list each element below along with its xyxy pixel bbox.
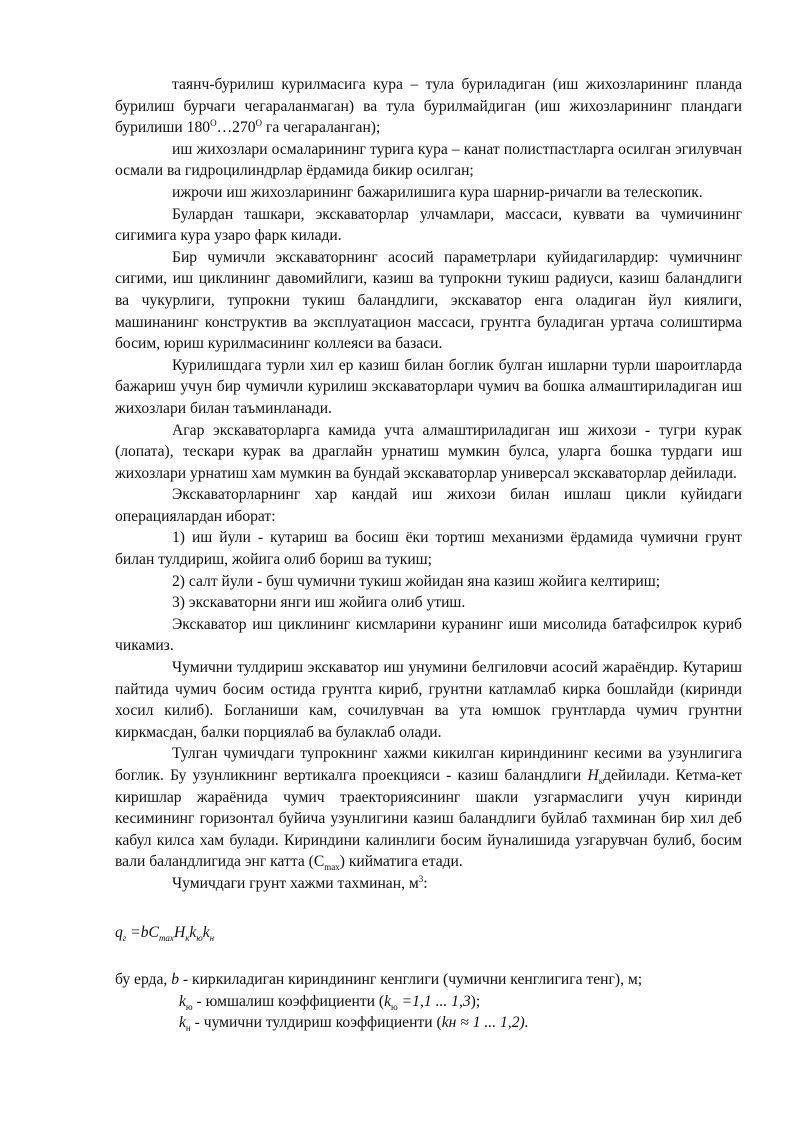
list-item-1: 1) иш йули - кутариш ва босиш ёки тортиш механизми ёрдамида чумични грунт билан тулдириш, жойига олиб бориш ва тукиш; [115, 529, 742, 569]
value: =1,1 ... 1,3 [397, 992, 471, 1010]
symbol: k [179, 1014, 186, 1032]
symbol: q [115, 923, 123, 941]
value: kн ≈ 1 ... 1,2). [441, 1014, 529, 1032]
paragraph-equipment: Курилишдага турли хил ер казиш билан боглик булган ишларни турли шароитларда бажариш учун бир чумичли курилиш экскаваторлари чумич ва бошка алмаштириладиган иш жихозлари билан таъминланади. [115, 356, 742, 417]
paragraph-cycle: Экскаваторларнинг хар кандай иш жихози билан ишлаш цикли куйидаги операциялардан иборат: [115, 486, 742, 525]
symbol: b [171, 971, 179, 989]
symbol: k [202, 923, 210, 941]
formula [115, 922, 742, 944]
text: ); [470, 992, 481, 1010]
sub: ю [185, 1001, 193, 1012]
sub: ю [391, 1001, 398, 1012]
text: - юмшалиш коэффициенти ( [192, 992, 385, 1010]
list-item-2: 2) салт йули - буш чумични тукиш жойидан яна казиш жойига келтириш; [172, 572, 661, 590]
paragraph-ground-volume [115, 873, 742, 895]
degree-sup: O [255, 118, 263, 128]
symbol: = [126, 923, 141, 941]
text: дейилади. Кетма-кет киришлар жараёнида чумич траекториясининг шакли узгармаслиги учун киринди кесимининг горизонтал буйича узунлигини казиш баландлиги буйлаб тахминан бир хил деб кабул килса хам булади. Кириндини калинлиги босим йуналишида узгарувчан булиб, босим вали баландлигида энг катта (С [115, 767, 742, 871]
symbol: k [384, 992, 392, 1010]
text: Тулган чумичдаги тупрокнинг хажми кикилган кириндининг кесими ва узунлигига боглик. Бу узунликнинг вертикалга проекцияси - казиш баландлиги [115, 745, 742, 784]
paragraph-suspension: иш жихозлари осмаларининг турига кура – канат полистпастларга осилган эгилувчан осмали ва гидроцилиндрлар ёрдамида бикир осилган; [115, 140, 742, 180]
sub: н [209, 932, 215, 943]
sub: max [158, 932, 174, 943]
text: ) кийматига етади. [339, 853, 463, 871]
paragraph-filling: Чумични тулдириш экскаватор иш унумини белгиловчи асосий жараёндир. Кутариш пайтида чумич босим остида грунтга кириб, грунтни катламлаб кирка бошлайди (киринди хосил килиб). Богланиши кам, сочилувчан ва ута юмшок грунтларда чумич грунтни киркмасдан, балки порциялаб ва булаклаб олади. [115, 659, 742, 741]
definition-kn [179, 1012, 742, 1034]
definition-kyu [179, 991, 742, 1013]
text: - чумични тулдириш коэффициенти ( [190, 1014, 442, 1032]
sub: г [122, 932, 127, 943]
list-item-3: 3) экскаваторни янги иш жойига олиб утиш. [172, 594, 466, 612]
paragraph-rotation [115, 74, 742, 139]
document-page [115, 74, 742, 1034]
paragraph-detail: Экскаватор иш циклининг кисмларини куранинг иши мисолида батафсилрок куриб чикамиз. [115, 615, 742, 655]
symbol: b [140, 923, 149, 941]
sub: н [185, 1023, 191, 1034]
paragraph-parameters: Бир чумичли экскаваторнинг асосий параметрлари куйидагилардир: чумичнинг сигими, иш циклининг давомийлиги, казиш ва тупрокни тукиш радиуси, казиш баландлиги ва чукурлиги, тупрокни тукиш баландлиги, экскаватор енга оладиган йул киялиги, машинанинг конструктив ва эксплуатацион массаси, грунтга буладиган уртача солиштирма босим, юриш курилмасининг коллеяси ва базаси. [115, 248, 742, 353]
degree-sup: O [210, 118, 217, 128]
text: бу ерда, [115, 971, 172, 989]
sub: ю [196, 932, 203, 943]
text: …270 [216, 119, 256, 137]
definition-intro [115, 969, 742, 991]
symbol: k [179, 992, 186, 1010]
text: - киркиладиган кириндининг кенглиги (чумични кенглигига тенг), м; [179, 971, 643, 989]
symbol: H [173, 923, 186, 941]
symbol: k [189, 923, 197, 941]
symbol-h: Н [587, 767, 599, 784]
paragraph-universal: Агар экскаваторларга камида учта алмаштириладиган иш жихози - тугри курак (лопата), тескари курак ва драглайн урнатиш мумкин булса, уларга бошка турдаги иш жихозлари урнатиш хам мумкин ва бундай экскаваторлар универсал экскаваторлар дейилади. [115, 421, 742, 482]
text: га чегараланган); [262, 119, 381, 137]
sub: max [324, 862, 340, 873]
sup: 3 [418, 873, 424, 884]
paragraph-differences: Булардан ташкари, экскаваторлар улчамлари, массаси, куввати ва чумичининг сигимига кура узаро фарк килади. [115, 205, 742, 245]
sub: к [185, 932, 190, 943]
text: Чумичдаги грунт хажми тахминан, м [172, 874, 419, 892]
symbol: C [148, 923, 159, 941]
paragraph-execution: ижрочи иш жихозларининг бажарилишига кура шарнир-ричагли ва телескопик. [172, 183, 703, 201]
text: : [423, 874, 428, 892]
paragraph-volume [115, 743, 742, 873]
sub: к [598, 776, 604, 787]
text: таянч-бурилиш курилмасига кура – тула буриладиган (иш жихозларининг планда бурилиш бурчаги чегараланмаган) ва тула бурилмайдиган (иш жихозларининг пландаги бурилиши 180 [115, 76, 742, 137]
